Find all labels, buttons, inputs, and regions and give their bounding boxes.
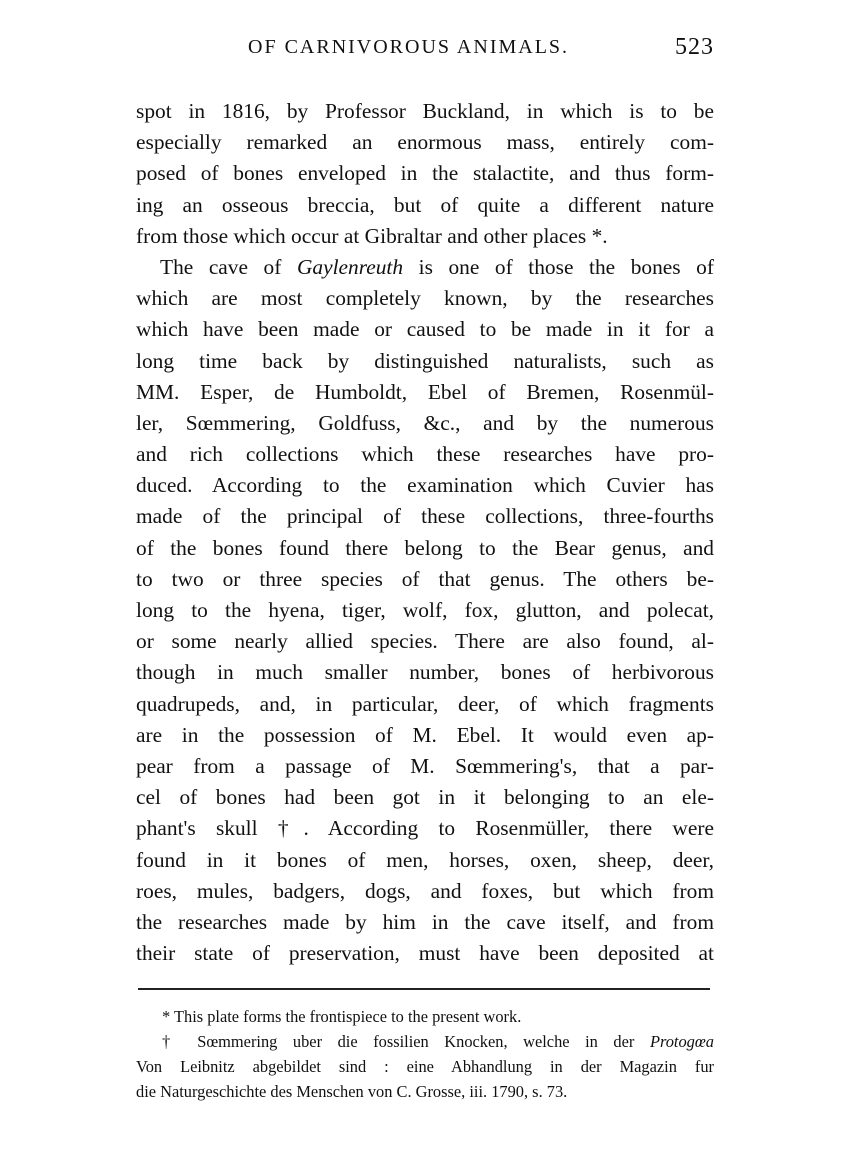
- text-line: especially remarked an enormous mass, entirely com-: [136, 130, 714, 155]
- text-line: are in the possession of M. Ebel. It would even ap-: [136, 722, 714, 747]
- text-line: and rich collections which these researches have pro-: [136, 442, 714, 467]
- text-line: phant's skull †. According to Rosenmüller, there were: [136, 816, 714, 841]
- text-line: from those which occur at Gibraltar and other places *.: [136, 223, 608, 248]
- body-text: [136, 96, 714, 969]
- text-line: to two or three species of that genus. The others be-: [136, 566, 714, 591]
- cave-name: Gaylenreuth: [296, 254, 404, 279]
- text-fragment: The cave of: [160, 254, 282, 279]
- text-line: found in it bones of men, horses, oxen, sheep, deer,: [136, 847, 714, 872]
- text-fragment: is one of those the bones of: [418, 254, 714, 279]
- page-number: 523: [675, 34, 714, 60]
- page-header: [136, 36, 714, 66]
- text-line: MM. Esper, de Humboldt, Ebel of Bremen, Rosenmül-: [136, 379, 714, 404]
- text-line: spot in 1816, by Professor Buckland, in which is to be: [136, 99, 714, 123]
- footnote-text: † Sœmmering uber die fossilien Knocken, welche in der: [162, 1032, 635, 1051]
- text-line: quadrupeds, and, in particular, deer, of which fragments: [136, 691, 714, 716]
- text-line: the researches made by him in the cave itself, and from: [136, 909, 714, 934]
- footnote-2-line-1: [136, 1029, 714, 1054]
- text-line: though in much smaller number, bones of herbivorous: [136, 660, 714, 685]
- running-head: OF CARNIVOROUS ANIMALS.: [248, 36, 570, 58]
- text-line: pear from a passage of M. Sœmmering's, that a par-: [136, 753, 714, 778]
- text-line: or some nearly allied species. There are also found, al-: [136, 629, 714, 654]
- footnote-title: Protogœa: [649, 1032, 714, 1051]
- footnote-2-line-3: die Naturgeschichte des Menschen von C. Grosse, iii. 1790, s. 73.: [136, 1082, 568, 1101]
- footnotes: [136, 1004, 714, 1104]
- text-line: of the bones found there belong to the Bear genus, and: [136, 535, 714, 560]
- text-line: cel of bones had been got in it belonging to an ele-: [136, 785, 714, 810]
- text-line: posed of bones enveloped in the stalactite, and thus form-: [136, 161, 714, 186]
- text-line: long to the hyena, tiger, wolf, fox, glutton, and polecat,: [136, 598, 714, 622]
- text-line: which are most completely known, by the researches: [136, 286, 714, 311]
- text-line: duced. According to the examination which Cuvier has: [136, 473, 714, 498]
- text-line: which have been made or caused to be made in it for a: [136, 317, 714, 342]
- text-line: ing an osseous breccia, but of quite a different nature: [136, 192, 714, 217]
- text-line: long time back by distinguished naturalists, such as: [136, 348, 714, 373]
- text-line: ler, Sœmmering, Goldfuss, &c., and by the numerous: [136, 410, 714, 435]
- text-line: [136, 252, 714, 283]
- footnote-divider: [138, 988, 710, 990]
- text-line: their state of preservation, must have been deposited at: [136, 941, 714, 966]
- text-line: roes, mules, badgers, dogs, and foxes, but which from: [136, 878, 714, 903]
- text-line: made of the principal of these collections, three-fourths: [136, 504, 714, 529]
- footnote-2-line-2: Von Leibnitz abgebildet sind : eine Abhandlung in der Magazin fur: [136, 1057, 714, 1076]
- footnote-1: * This plate forms the frontispiece to the present work.: [162, 1007, 522, 1026]
